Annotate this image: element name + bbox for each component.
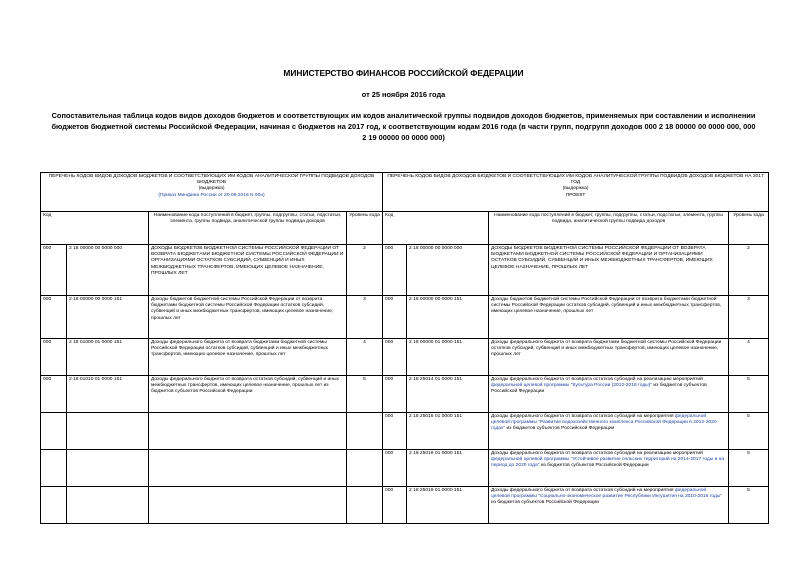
right-revenue-name — [489, 413, 729, 450]
left-revenue-name: Доходы федерального бюджета от возврата бюджетами бюджетной системы Российской Федерации остатков субсидий, субвенций и иных межбюджетных трансфертов, имеющих целевое назначение, прошлых лет — [149, 339, 347, 376]
right-col-name: Наименование кода поступлений в бюджет, группы, подгруппы, статьи, подстатьи, элемента, группы подвида, аналитической группы подвида доходов — [489, 212, 729, 245]
left-revenue-name: ДОХОДЫ БЮДЖЕТОВ БЮДЖЕТНОЙ СИСТЕМЫ РОССИЙСКОЙ ФЕДЕРАЦИИ ОТ ВОЗВРАТА БЮДЖЕТАМИ БЮДЖЕТНОЙ СИСТЕМЫ РОССИЙСКОЙ ФЕДЕРАЦИИ И ОРГАНИЗАЦИЯМИ ОСТАТКОВ СУБСИДИЙ, СУБВЕНЦИЙ И ИНЫХ МЕЖБЮДЖЕТНЫХ ТРАНСФЕРТОВ, ИМЕЮЩИХ ЦЕЛЕВОЕ НАЗНАЧЕНИЕ, ПРОШЛЫХ ЛЕТ — [149, 245, 347, 296]
right-col-level: Уровень кода — [729, 212, 769, 245]
table-row — [41, 245, 769, 296]
right-header-note: (выдержка) — [562, 186, 589, 192]
left-revenue-code: 2 18 00000 00 0000 151 — [67, 296, 149, 339]
right-revenue-code: 2 18 00000 00 0000 000 — [407, 245, 489, 296]
left-admin-code — [41, 450, 67, 487]
left-col-code: Код — [41, 212, 149, 245]
left-code-level — [347, 487, 383, 524]
left-admin-code: 000 — [41, 245, 67, 296]
left-code-level: 3 — [347, 296, 383, 339]
left-admin-code: 000 — [41, 339, 67, 376]
right-revenue-name — [489, 376, 729, 413]
left-admin-code: 000 — [41, 296, 67, 339]
table-row — [41, 413, 769, 450]
right-code-level: 5 — [729, 487, 769, 524]
right-header — [383, 173, 769, 212]
left-col-level: Уровень кода — [347, 212, 383, 245]
left-revenue-code: 2 18 01000 01 0000 151 — [67, 339, 149, 376]
left-code-level: 4 — [347, 339, 383, 376]
right-code-level: 5 — [729, 413, 769, 450]
left-code-level: 2 — [347, 245, 383, 296]
left-revenue-code: 2 18 00000 00 0000 000 — [67, 245, 149, 296]
right-admin-code: 000 — [383, 245, 407, 296]
left-col-name: Наименование кода поступлений в бюджет, группы, подгруппы, статьи, подстатьи, элемента, группы подвида, аналитической группы подвида доходов — [149, 212, 347, 245]
right-revenue-code: 2 18 25014 01 0000 151 — [407, 376, 489, 413]
left-revenue-name — [149, 450, 347, 487]
right-revenue-code: 2 18 00000 00 0000 151 — [407, 296, 489, 339]
right-code-level: 3 — [729, 296, 769, 339]
right-header-title: ПЕРЕЧЕНЬ КОДОВ ВИДОВ ДОХОДОВ БЮДЖЕТОВ И СООТВЕТСТВУЮЩИХ ИМ КОДОВ АНАЛИТИЧЕСКОЙ ГРУППЫ ПОДВИДОВ ДОХОДОВ БЮДЖЕТОВ НА 2017 ГОД — [387, 174, 764, 186]
right-admin-code: 000 — [383, 413, 407, 450]
right-revenue-code: 2 18 25016 01 0000 151 — [407, 413, 489, 450]
left-header-title: ПЕРЕЧЕНЬ КОДОВ ВИДОВ ДОХОДОВ БЮДЖЕТОВ И СООТВЕТСТВУЮЩИХ ИМ КОДОВ АНАЛИТИЧЕСКОЙ ГРУППЫ ПОДВИДОВ ДОХОДОВ БЮДЖЕТОВ — [48, 174, 375, 186]
left-revenue-code — [67, 487, 149, 524]
right-name-text: Доходы федерального бюджета от возврата остатков субсидий на мероприятия — [491, 488, 675, 493]
left-admin-code: 000 — [41, 376, 67, 413]
left-admin-code — [41, 413, 67, 450]
right-admin-code: 000 — [383, 450, 407, 487]
table-row — [41, 339, 769, 376]
right-revenue-code: 2 18 00000 01 0000 151 — [407, 339, 489, 376]
program-link[interactable]: федеральной целевой программы "Культура России (2012-2018 годы)" — [491, 383, 653, 389]
right-name-text: Доходы федерального бюджета от возврата остатков субсидий на реализацию мероприятий — [491, 451, 703, 456]
column-header-row — [41, 212, 769, 245]
ministry-title: МИНИСТЕРСТВО ФИНАНСОВ РОССИЙСКОЙ ФЕДЕРАЦИИ — [283, 68, 524, 78]
left-header — [41, 173, 383, 212]
right-revenue-name — [489, 450, 729, 487]
right-admin-code: 000 — [383, 487, 407, 524]
left-revenue-code: 2 18 01010 01 0000 151 — [67, 376, 149, 413]
comparison-table — [40, 172, 769, 524]
right-admin-code: 000 — [383, 296, 407, 339]
table-row — [41, 376, 769, 413]
right-name-suffix: из бюджетов субъектов Российской Федерации — [491, 383, 707, 395]
left-code-level — [347, 413, 383, 450]
right-code-level: 4 — [729, 339, 769, 376]
right-admin-code: 000 — [383, 376, 407, 413]
right-code-level: 5 — [729, 450, 769, 487]
left-revenue-code — [67, 413, 149, 450]
table-row — [41, 487, 769, 524]
right-name-suffix: из бюджетов субъектов Российской Федерации — [491, 500, 599, 506]
right-name-suffix: из бюджетов субъектов Российской Федерации — [505, 426, 615, 432]
right-revenue-code: 2 18 25018 01 0000 151 — [407, 450, 489, 487]
left-revenue-name: Доходы федерального бюджета от возврата остатков субсидий, субвенций и иных межбюджетных трансфертов, имеющих целевое назначение, прошлых лет из бюджетов субъектов Российской Федерации — [149, 376, 347, 413]
right-code-level: 5 — [729, 376, 769, 413]
right-code-level: 2 — [729, 245, 769, 296]
right-revenue-name: ДОХОДЫ БЮДЖЕТОВ БЮДЖЕТНОЙ СИСТЕМЫ РОССИЙСКОЙ ФЕДЕРАЦИИ ОТ ВОЗВРАТА БЮДЖЕТАМИ БЮДЖЕТНОЙ СИСТЕМЫ РОССИЙСКОЙ ФЕДЕРАЦИИ И ОРГАНИЗАЦИЯМИ ОСТАТКОВ СУБСИДИЙ, СУБВЕНЦИЙ И ИНЫХ МЕЖБЮДЖЕТНЫХ ТРАНСФЕРТОВ, ИМЕЮЩИХ ЦЕЛЕВОЕ НАЗНАЧЕНИЕ, ПРОШЛЫХ ЛЕТ — [489, 245, 729, 296]
program-link[interactable]: федеральной целевой программы "Социально-экономическое развитие Республики Ингушетия на 2010-2016 годы" — [491, 488, 723, 500]
right-revenue-name — [489, 487, 729, 524]
right-header-status: ПРОЕКТ — [565, 192, 586, 198]
table-header-row — [41, 173, 769, 212]
document-subject: Сопоставительная таблица кодов видов доходов бюджетов и соответствующих им кодов аналитической группы подвидов доходов бюджетов, применяемых при составлении и исполнении бюджетов бюджетной системы Российской Федерации, начиная с бюджетов на 2017 год, к соответствующим кодам 2016 года (в части групп, подгрупп доходов 000 2 18 00000 00 0000 000, 000 2 19 00000 00 0000 000) — [51, 111, 756, 142]
left-revenue-name — [149, 487, 347, 524]
program-link[interactable]: федеральной целевой программы "Развитие водохозяйственного комплекса Российской Федерации в 2012-2020 годах" — [491, 414, 717, 432]
left-admin-code — [41, 487, 67, 524]
right-name-text: Доходы федерального бюджета от возврата остатков субсидий на мероприятия — [491, 414, 675, 419]
table-row — [41, 296, 769, 339]
left-code-level: 5 — [347, 376, 383, 413]
table-row — [41, 450, 769, 487]
left-revenue-code — [67, 450, 149, 487]
left-code-level — [347, 450, 383, 487]
right-name-text: Доходы федерального бюджета от возврата остатков субсидий на реализацию мероприятий — [491, 377, 703, 382]
left-header-order-link[interactable]: (Приказ Минфина России от 20.06.2016 N 90н) — [158, 192, 265, 198]
right-revenue-code: 2 18 25019 01 0000 151 — [407, 487, 489, 524]
right-admin-code: 000 — [383, 339, 407, 376]
program-link[interactable]: федеральной целевой программы "Устойчивое развитие сельских территорий на 2014-2017 годы и на период до 2020 года" — [491, 457, 725, 469]
right-name-suffix: из бюджетов субъектов Российской Федерации — [539, 463, 649, 469]
left-header-note: (выдержка) — [198, 186, 225, 192]
right-revenue-name: Доходы федерального бюджета от возврата бюджетами бюджетной системы Российской Федерации остатков субсидий, субвенций и иных межбюджетных трансфертов, имеющих целевое назначение, прошлых лет — [489, 339, 729, 376]
right-col-code: Код — [383, 212, 489, 245]
left-revenue-name — [149, 413, 347, 450]
document-date: от 25 ноября 2016 года — [361, 90, 446, 99]
right-revenue-name: Доходы бюджетов бюджетной системы Российской Федерации от возврата бюджетами бюджетной системы Российской Федерации остатков субсидий, субвенций и иных межбюджетных трансфертов, имеющих целевое назначение, прошлых лет — [489, 296, 729, 339]
left-revenue-name: Доходы бюджетов бюджетной системы Российской Федерации от возврата бюджетами бюджетной системы Российской Федерации остатков субсидий, субвенций и иных межбюджетных трансфертов, имеющих целевое назначение, прошлых лет — [149, 296, 347, 339]
